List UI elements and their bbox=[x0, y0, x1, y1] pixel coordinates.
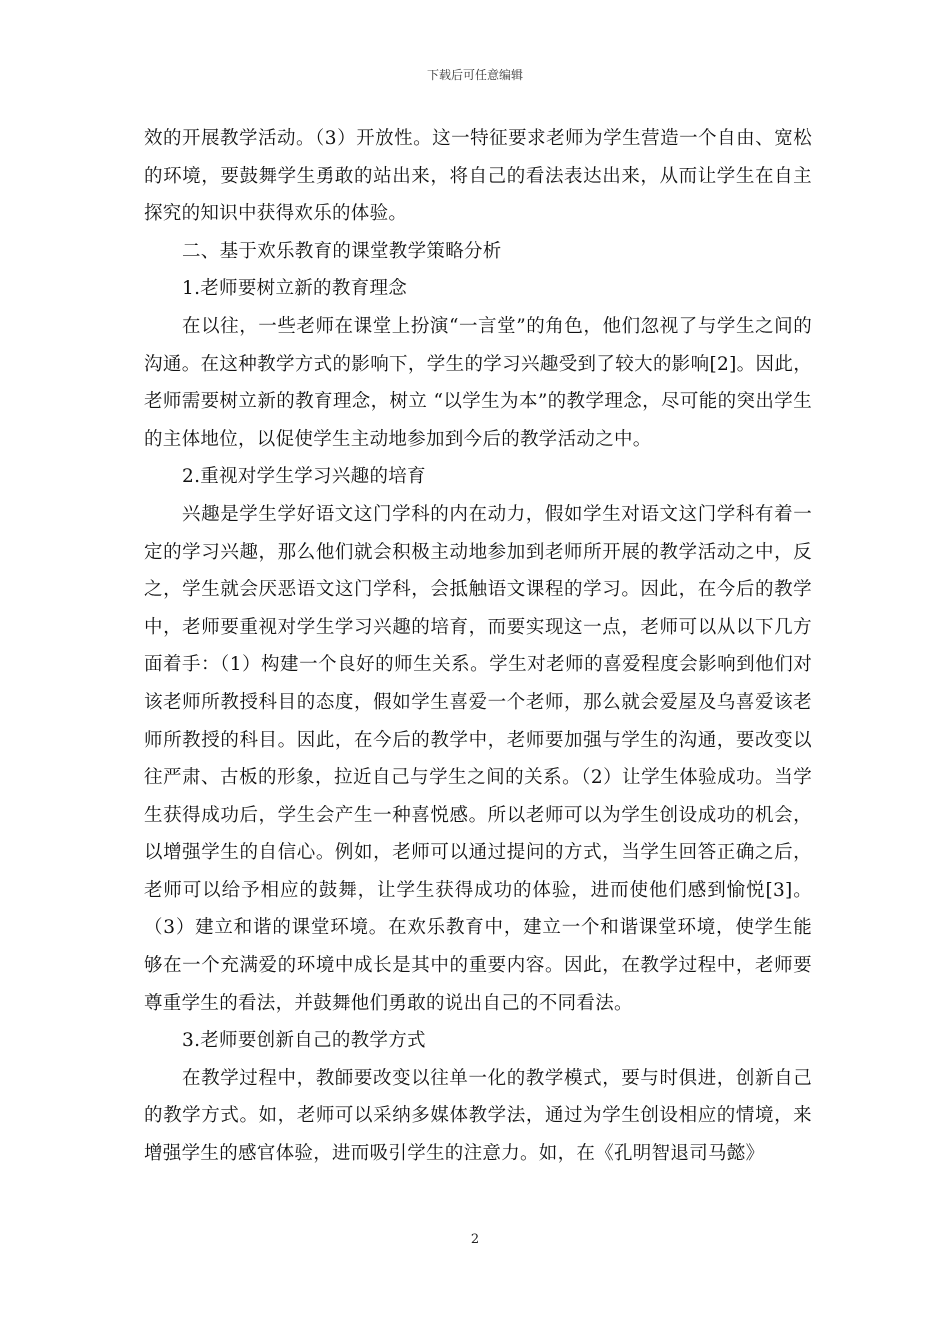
paragraph-3: 在教学过程中，教師要改变以往单一化的教学模式，要与时俱进，创新自己的教学方式。如，老师可以采纳多媒体教学法，通过为学生创设相应的情境，来增强学生的感官体验，进而吸引学生的注意力。如，在《孔明智退司马懿》 bbox=[144, 1067, 812, 1165]
paragraph-2: 兴趣是学生学好语文这门学科的内在动力，假如学生对语文这门学科有着一定的学习兴趣，那么他们就会积极主动地参加到老师所开展的教学活动之中，反之，学生就会厌恶语文这门学科，会抵触语文课程的学习。因此，在今后的教学中，老师要重视对学生学习兴趣的培育，而要实现这一点，老师可以从以下几方面着手：（1）构建一个良好的师生关系。学生对老师的喜爱程度会影响到他们对该老师所教授科目的态度，假如学生喜爱一个老师，那么就会爱屋及乌喜爱该老师所教授的科目。因此，在今后的教学中，老师要加强与学生的沟通，要改变以往严肃、古板的形象，拉近自己与学生之间的关系。（2）让学生体验成功。当学生获得成功后，学生会产生一种喜悦感。所以老师可以为学生创设成功的机会，以增强学生的自信心。例如，老师可以通过提问的方式，当学生回答正确之后，老师可以给予相应的鼓舞，让学生获得成功的体验，进而使他们感到愉悦[3]。（3）建立和谐的课堂环境。在欢乐教育中，建立一个和谐课堂环境，使学生能够在一个充满爱的环境中成长是其中的重要内容。因此，在教学过程中，老师要尊重学生的看法，并鼓舞他们勇敢的说出自己的不同看法。 bbox=[144, 503, 812, 1014]
subheading-3: 3.老师要创新自己的教学方式 bbox=[182, 1030, 426, 1052]
paragraph-intro-continuation: 效的开展教学活动。（3）开放性。这一特征要求老师为学生营造一个自由、宽松的环境，要鼓舞学生勇敢的站出来，将自己的看法表达出来，从而让学生在自主探究的知识中获得欢乐的体验。 bbox=[144, 128, 812, 225]
subheading-2: 2.重视对学生学习兴趣的培育 bbox=[182, 466, 426, 488]
page-header: 下载后可任意编辑 bbox=[426, 68, 523, 82]
subheading-1: 1.老师要树立新的教育理念 bbox=[182, 278, 408, 300]
section-heading: 二、基于欢乐教育的课堂教学策略分析 bbox=[182, 240, 502, 262]
page-number: 2 bbox=[470, 1232, 480, 1247]
document-body bbox=[144, 120, 812, 1173]
paragraph-1: 在以往，一些老师在课堂上扮演“一言堂”的角色，他们忽视了与学生之间的沟通。在这种教学方式的影响下，学生的学习兴趣受到了较大的影响[2]。因此，老师需要树立新的教育理念，树立 “以学生为本”的教学理念，尽可能的突出学生的主体地位，以促使学生主动地参加到今后的教学活动之中。 bbox=[144, 315, 812, 450]
